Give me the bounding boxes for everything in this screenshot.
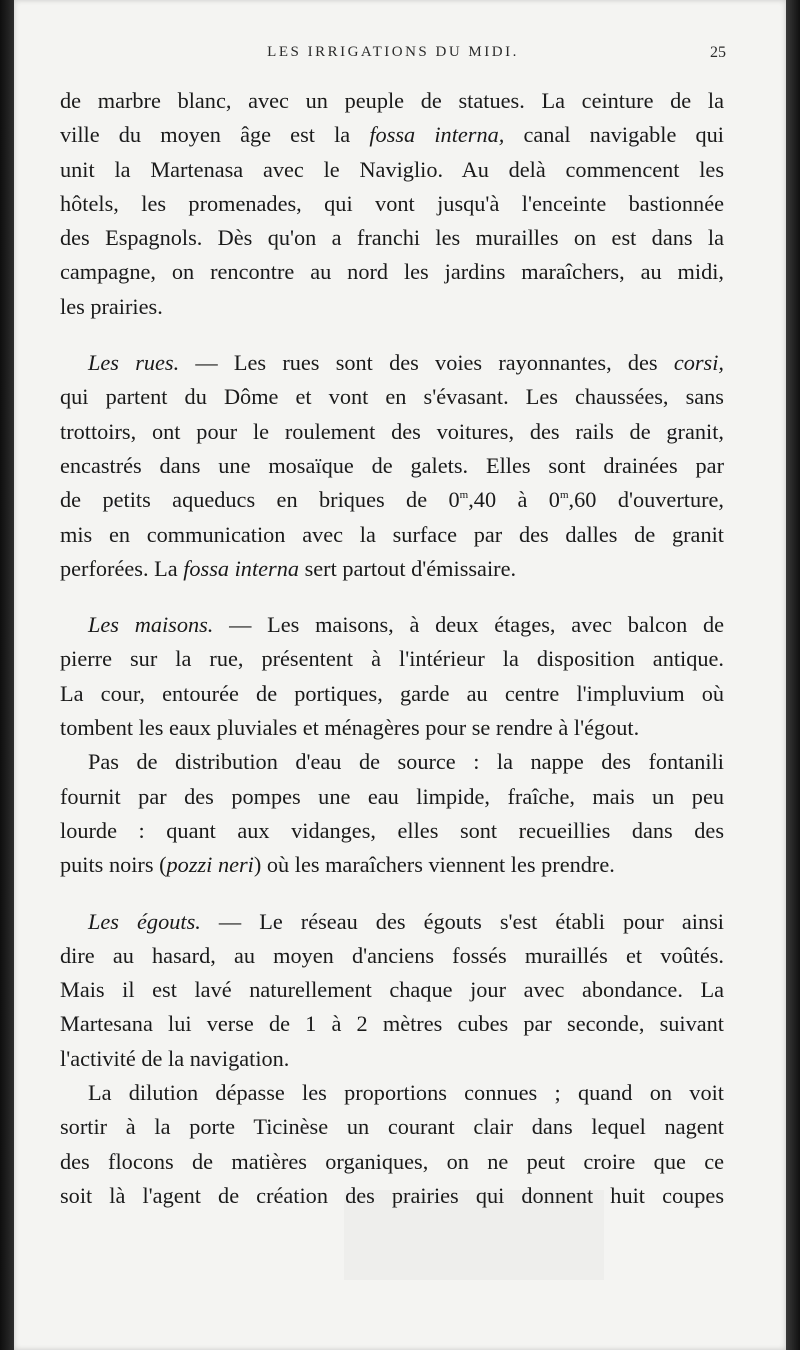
running-title: LES IRRIGATIONS DU MIDI. bbox=[267, 44, 519, 60]
text-line: de petits aqueducs en briques de 0$^m$,40 à 0$^m$,60 d'ouverture, bbox=[60, 487, 724, 513]
unit-superscript: m bbox=[459, 489, 469, 502]
paragraph-gap bbox=[60, 883, 724, 905]
italic-term: fossa interna, bbox=[369, 122, 505, 148]
text-line: perforées. La fossa interna sert partout d'émissaire. bbox=[60, 555, 517, 581]
text-line: Mais il est lavé naturellement chaque jour avec abondance. La bbox=[60, 977, 724, 1003]
text-line: campagne, on rencontre au nord les jardins maraîchers, au midi, bbox=[60, 259, 724, 285]
running-head bbox=[60, 44, 726, 70]
text-line: unit la Martenasa avec le Naviglio. Au delà commencent les bbox=[60, 156, 724, 182]
section-heading-maisons: Les maisons. bbox=[88, 612, 214, 638]
text-line: hôtels, les promenades, qui vont jusqu'à l'enceinte bastionnée bbox=[60, 190, 724, 216]
text-line: mis en communication avec la surface par des dalles de granit bbox=[60, 521, 724, 547]
italic-term: fossa interna bbox=[183, 555, 300, 581]
text-line: Pas de distribution d'eau de source : la nappe des fontanili bbox=[88, 749, 724, 775]
text-line: pierre sur la rue, présentent à l'intérieur la disposition antique. bbox=[60, 646, 724, 672]
text-line: La dilution dépasse les proportions connues ; quand on voit bbox=[88, 1080, 724, 1106]
text-line: Les maisons. — Les maisons, à deux étages, avec balcon de bbox=[88, 612, 725, 638]
text-line: sortir à la porte Ticinèse un courant clair dans lequel nagent bbox=[60, 1114, 724, 1140]
unit-superscript: m bbox=[559, 489, 569, 502]
text-line: fournit par des pompes une eau limpide, fraîche, mais un peu bbox=[60, 783, 724, 809]
paragraph-gap bbox=[60, 324, 724, 346]
page-right-edge bbox=[786, 0, 800, 1350]
text-line: des flocons de matières organiques, on ne peut croire que ce bbox=[60, 1148, 724, 1174]
text-line: encastrés dans une mosaïque de galets. Elles sont drainées par bbox=[60, 452, 724, 478]
page-number: 25 bbox=[710, 44, 726, 61]
text-line: Les rues. — Les rues sont des voies rayonnantes, des corsi, bbox=[88, 350, 724, 376]
text-line: puits noirs (pozzi neri) où les maraîchers viennent les prendre. bbox=[60, 852, 615, 878]
text-line: des Espagnols. Dès qu'on a franchi les murailles on est dans la bbox=[60, 225, 724, 251]
text-line: trottoirs, ont pour le roulement des voitures, des rails de granit, bbox=[60, 418, 724, 444]
text-line: les prairies. bbox=[60, 293, 163, 319]
text-line: l'activité de la navigation. bbox=[60, 1045, 290, 1071]
italic-term: pozzi neri bbox=[166, 852, 254, 878]
text-line: ville du moyen âge est la fossa interna, canal navigable qui bbox=[60, 122, 725, 148]
text-line: La cour, entourée de portiques, garde au centre l'impluvium où bbox=[60, 680, 724, 706]
section-heading-rues: Les rues. bbox=[88, 350, 180, 376]
text-line: soit là l'agent de création des prairies qui donnent huit coupes bbox=[60, 1182, 724, 1208]
page-gutter-shadow bbox=[0, 0, 14, 1350]
section-heading-egouts: Les égouts. bbox=[88, 908, 201, 934]
italic-term: corsi, bbox=[673, 350, 724, 376]
body-text bbox=[60, 84, 724, 1213]
text-line: Les égouts. — Le réseau des égouts s'est établi pour ainsi bbox=[88, 908, 725, 934]
text-line: dire au hasard, au moyen d'anciens fossés muraillés et voûtés. bbox=[60, 942, 724, 968]
text-line: de marbre blanc, avec un peuple de statues. La ceinture de la bbox=[60, 88, 724, 113]
text-line: Martesana lui verse de 1 à 2 mètres cubes par seconde, suivant bbox=[60, 1011, 724, 1037]
text-line: qui partent du Dôme et vont en s'évasant. Les chaussées, sans bbox=[60, 384, 724, 410]
paragraph-gap bbox=[60, 586, 724, 608]
text-line: tombent les eaux pluviales et ménagères pour se rendre à l'égout. bbox=[60, 715, 640, 741]
text-line: lourde : quant aux vidanges, elles sont recueillies dans des bbox=[60, 817, 724, 843]
